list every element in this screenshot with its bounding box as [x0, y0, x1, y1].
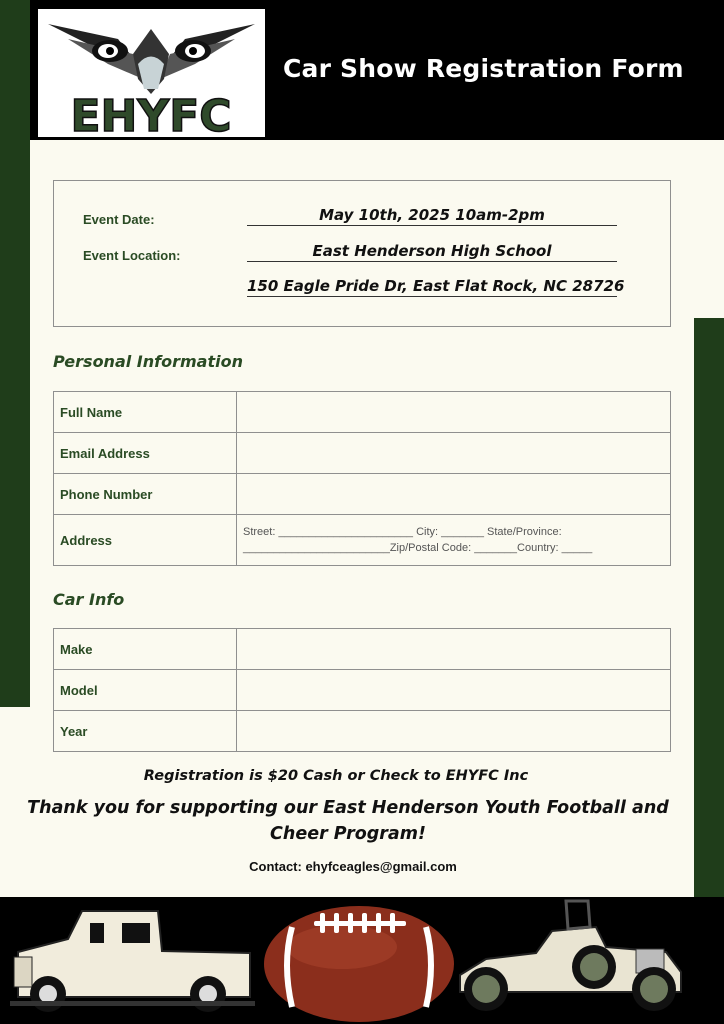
table-row — [54, 711, 671, 752]
year-label: Year — [54, 711, 237, 752]
eagle-logo-icon — [38, 9, 265, 137]
event-date-value: May 10th, 2025 10am-2pm — [247, 206, 617, 226]
model-label: Model — [54, 670, 237, 711]
left-accent-bar — [0, 0, 30, 707]
address-label: Address — [54, 515, 237, 566]
logo-text: EHYFC — [70, 91, 232, 137]
car-info-heading: Car Info — [53, 590, 125, 609]
footer-illustrations — [0, 897, 724, 1024]
table-row — [54, 474, 671, 515]
page-title: Car Show Registration Form — [283, 54, 684, 83]
vintage-car-illustration-icon — [456, 897, 688, 1024]
email-label: Email Address — [54, 433, 237, 474]
year-field[interactable] — [237, 711, 671, 752]
model-field[interactable] — [237, 670, 671, 711]
event-date-label: Event Date: — [83, 212, 155, 227]
address-line-2: ________________________Zip/Postal Code: _______Country: _____ — [243, 542, 593, 554]
full-name-field[interactable] — [237, 392, 671, 433]
pickup-truck-illustration-icon — [10, 897, 255, 1024]
eagle-logo — [38, 9, 265, 137]
table-row — [54, 433, 671, 474]
table-row — [54, 629, 671, 670]
personal-info-heading: Personal Information — [53, 352, 243, 371]
make-field[interactable] — [237, 629, 671, 670]
address-field[interactable] — [237, 515, 671, 566]
phone-field[interactable] — [237, 474, 671, 515]
football-illustration-icon — [262, 897, 457, 1024]
make-label: Make — [54, 629, 237, 670]
event-details-box — [53, 180, 671, 327]
event-location-label: Event Location: — [83, 248, 181, 263]
email-field[interactable] — [237, 433, 671, 474]
table-row — [54, 392, 671, 433]
full-name-label: Full Name — [54, 392, 237, 433]
contact-email: Contact: ehyfceagles@gmail.com — [249, 859, 457, 874]
car-info-table — [53, 628, 671, 752]
address-line-1: Street: ______________________ City: _______ State/Province: — [243, 526, 562, 538]
event-location-address: 150 Eagle Pride Dr, East Flat Rock, NC 28726 — [247, 277, 625, 295]
phone-label: Phone Number — [54, 474, 237, 515]
thank-you-message: Thank you for supporting our East Henderson Youth Football and Cheer Program! — [27, 798, 669, 844]
personal-info-table — [53, 391, 671, 566]
event-location-name: East Henderson High School — [247, 242, 617, 262]
table-row — [54, 670, 671, 711]
registration-fee-note: Registration is $20 Cash or Check to EHYFC Inc — [143, 768, 529, 784]
table-row — [54, 515, 671, 566]
